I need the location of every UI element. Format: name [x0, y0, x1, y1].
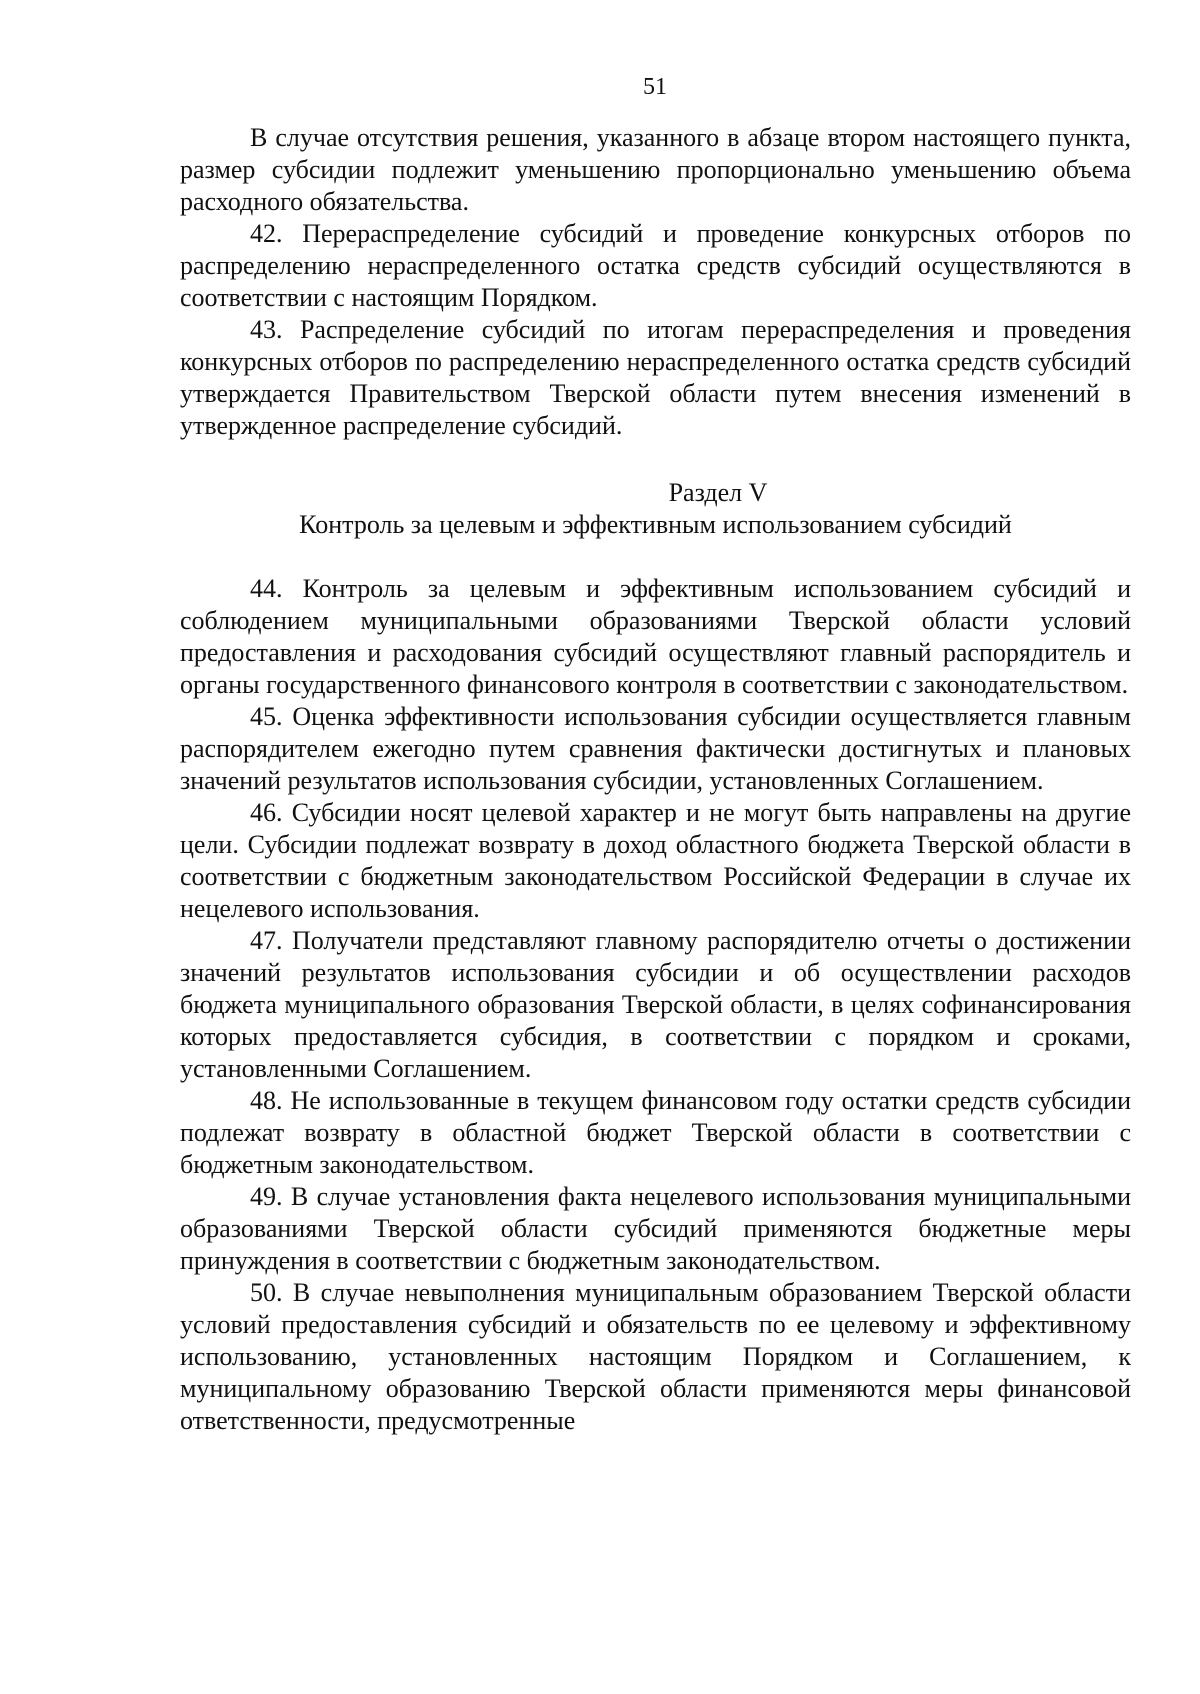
- paragraph-46: 46. Субсидии носят целевой характер и не могут быть направлены на другие цели. Субсидии подлежат возврату в доход областного бюджета Тверской области в соответствии с бюджетным законодательством Российской Федерации в случае их нецелевого использования.: [180, 798, 1131, 923]
- paragraph-42: 42. Перераспределение субсидий и проведение конкурсных отборов по распределению нераспределенного остатка средств субсидий осуществляются в соответствии с настоящим Порядком.: [180, 219, 1131, 312]
- section-title: Контроль за целевым и эффективным использованием субсидий: [299, 510, 1012, 539]
- paragraph-48: 48. Не использованные в текущем финансовом году остатки средств субсидии подлежат возврату в областной бюджет Тверской области в соответствии с бюджетным законодательством.: [180, 1086, 1131, 1179]
- paragraph-41-continuation: В случае отсутствия решения, указанного в абзаце втором настоящего пункта, размер субсидии подлежит уменьшению пропорционально уменьшению объема расходного обязательства.: [180, 123, 1131, 216]
- paragraph-49: 49. В случае установления факта нецелевого использования муниципальными образованиями Тверской области субсидий применяются бюджетные меры принуждения в соответствии с бюджетным законодательством.: [180, 1182, 1131, 1275]
- top-text-block: [180, 122, 1131, 442]
- section-title-heading: [180, 509, 1131, 541]
- paragraph-44: 44. Контроль за целевым и эффективным использованием субсидий и соблюдением муниципальными образованиями Тверской области условий предоставления и расходования субсидий осуществляют главный распорядитель и органы государственного финансового контроля в соответствии с законодательством.: [180, 574, 1131, 699]
- section-number: Раздел V: [668, 478, 768, 507]
- paragraph-47: 47. Получатели представляют главному распорядителю отчеты о достижении значений результатов использования субсидии и об осуществлении расходов бюджета муниципального образования Тверской области, в целях софинансирования которых предоставляется субсидия, в соответствии с порядком и сроками, установленными Соглашением.: [180, 926, 1131, 1083]
- section-number-heading: [180, 477, 1131, 509]
- paragraph-45: 45. Оценка эффективности использования субсидии осуществляется главным распорядителем ежегодно путем сравнения фактически достигнутых и плановых значений результатов использования субсидии, установленных Соглашением.: [180, 702, 1131, 795]
- paragraph-50: 50. В случае невыполнения муниципальным образованием Тверской области условий предоставления субсидий и обязательств по ее целевому и эффективному использованию, установленных настоящим Порядком и Соглашением, к муниципальному образованию Тверской области применяются меры финансовой ответственности, предусмотренные: [180, 1278, 1131, 1435]
- bottom-text-block: [180, 573, 1131, 1437]
- page-number: 51: [643, 74, 667, 100]
- paragraph-43: 43. Распределение субсидий по итогам перераспределения и проведения конкурсных отборов по распределению нераспределенного остатка средств субсидий утверждается Правительством Тверской области путем внесения изменений в утвержденное распределение субсидий.: [180, 315, 1131, 440]
